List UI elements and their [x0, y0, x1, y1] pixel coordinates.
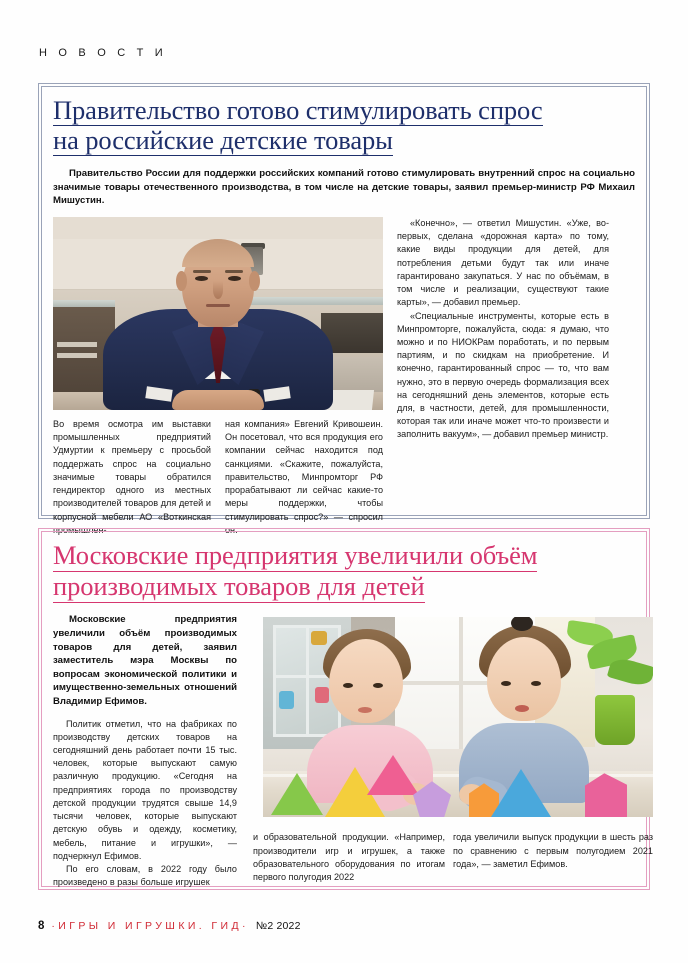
- column-paragraph: Политик отметил, что на фабриках по производству детских товаров на сегодняшний день работает почти 15 тыс. человек, которые выпускают самую различную продукцию. «Сегодня на предприятиях города по производству детской продукции трудятся свыше 14,9 тысячи человек, которые выпускают детскую обувь и одежду, косметику, мебель, питание и игрушки», — подчеркнул Ефимов.: [53, 718, 237, 861]
- toy-block-blue-pyramid: [491, 769, 551, 817]
- column-paragraph: «Специальные инструменты, которые есть в Минпромторге, пожалуйста, сюда: я думаю, что можно и по НИОКРам поработать, и по первым партиям, и по скидкам на приобретение. И конечно, гарантированный спрос — то, что вам нужно, это в первую очередь формализация всех на сегодняшний день элементов, которые есть для, в частности, детей, для промышленности, которая так или иначе может что-то произвести и заполнить вакуум», — добавил премьер министр.: [397, 310, 609, 440]
- eyebrow-left: [193, 270, 211, 273]
- article-column-left: [53, 418, 211, 537]
- column-paragraph: «Конечно», — ответил Мишустин. «Уже, во-первых, сделана «дорожная карта» по тому, какие виды продукции для детей, для потребления детьми будут так или иначе гарантировано закупаться. У нас по объёмам, в том числе и реализации, существуют такие карты», — добавил премьер.: [397, 217, 609, 308]
- article-content: [41, 531, 653, 888]
- mouth: [206, 304, 230, 307]
- column-paragraph: года увеличили выпуск продукции в шесть раз по сравнению с первым полугодием 2021 года», — заметил Ефимов.: [453, 832, 653, 869]
- column-paragraph: По его словам, в 2022 году было произведено в разы больше игрушек: [53, 863, 237, 888]
- cabinet-toy-yellow: [311, 631, 327, 645]
- cabinet-mullion-vertical: [306, 625, 309, 737]
- nose: [213, 281, 223, 299]
- toy-block-green-pyramid: [271, 773, 323, 815]
- ear-left: [176, 271, 187, 291]
- column-paragraph: Во время осмотра им выставки промышленных предприятий Удмуртии к премьеру с просьбой поддержать спрос на социально значимые товары обратился гендиректор одного из местных производителей товаров для детей и корпусной мебели АО «Воткинская промышлен-: [53, 418, 211, 535]
- article-column-left: [53, 613, 237, 889]
- cabinet-toy-blue: [279, 691, 294, 709]
- article-lead-paragraph: Московские предприятия увеличили объём производимых товаров для детей, заявил заместитель мэра Москвы по вопросам экономической политики и имущественно-земельных отношений Владимир Ефимов.: [53, 614, 237, 707]
- ear-right: [249, 271, 260, 291]
- page-number: 8: [38, 920, 45, 932]
- article-column-middle: [225, 418, 383, 537]
- headline-line-2: производимых товаров для детей: [53, 572, 425, 603]
- article-content: [41, 86, 647, 535]
- article-government-demand: [38, 83, 650, 535]
- wall-panel-upper: [53, 217, 383, 240]
- photo-canvas: [53, 217, 383, 410]
- cabinet-detail-lower: [57, 353, 97, 358]
- column-paragraph: и образовательной продукции. «Например, производители игр и игрушек, а также образовательного оборудования по итогам первого полугодия 2022: [253, 832, 445, 882]
- page-footer: [38, 920, 301, 932]
- eye-left: [195, 276, 208, 281]
- article-columns: [53, 613, 653, 893]
- running-head: Н О В О С Т И: [39, 47, 167, 59]
- headline-line-1: Правительство готово стимулировать спрос: [53, 95, 543, 125]
- article-columns: [53, 217, 635, 547]
- article-moscow-production: [38, 528, 653, 890]
- eyebrow-right: [225, 270, 243, 273]
- cabinet-detail-upper: [57, 342, 97, 347]
- issue-number: №2 2022: [255, 920, 301, 932]
- article-column-right: [453, 831, 653, 871]
- headline-line-2: на российские детские товары: [53, 125, 393, 156]
- article-photo-children-blocks: [263, 617, 653, 817]
- clasped-hands: [172, 390, 264, 410]
- article-photo-mishustin: [53, 217, 383, 410]
- plant-pot: [595, 695, 635, 745]
- toy-block-pink-pyramid: [367, 755, 419, 795]
- magazine-title: ·ИГРЫ И ИГРУШКИ. ГИД·: [51, 920, 249, 932]
- cabinet-toy-red: [315, 687, 329, 703]
- photo-canvas: [263, 617, 653, 817]
- article-lead-paragraph: Правительство России для поддержки российских компаний готово стимулировать внутренний спрос на социально значимые товары отечественного производства, в том числе на детские товары, заявил премьер-министр РФ Михаил Мишустин.: [53, 168, 635, 207]
- article-headline: [53, 96, 635, 156]
- article-headline: [53, 541, 635, 603]
- article-column-middle: [253, 831, 445, 884]
- glass-shelf-left: [53, 300, 115, 307]
- eye-right: [228, 276, 241, 281]
- article-column-right: [397, 217, 609, 442]
- headline-line-1: Московские предприятия увеличили объём: [53, 541, 537, 572]
- column-paragraph: ная компания» Евгений Кривошеин. Он посетовал, что вся продукция его компании сейчас находится под санкциями. «Скажите, пожалуйста, правительство, Минпромторг РФ прорабатывают ли сейчас какие-то меры поддержки, чтобы стимулировать спрос?» — спросил он.: [225, 418, 383, 535]
